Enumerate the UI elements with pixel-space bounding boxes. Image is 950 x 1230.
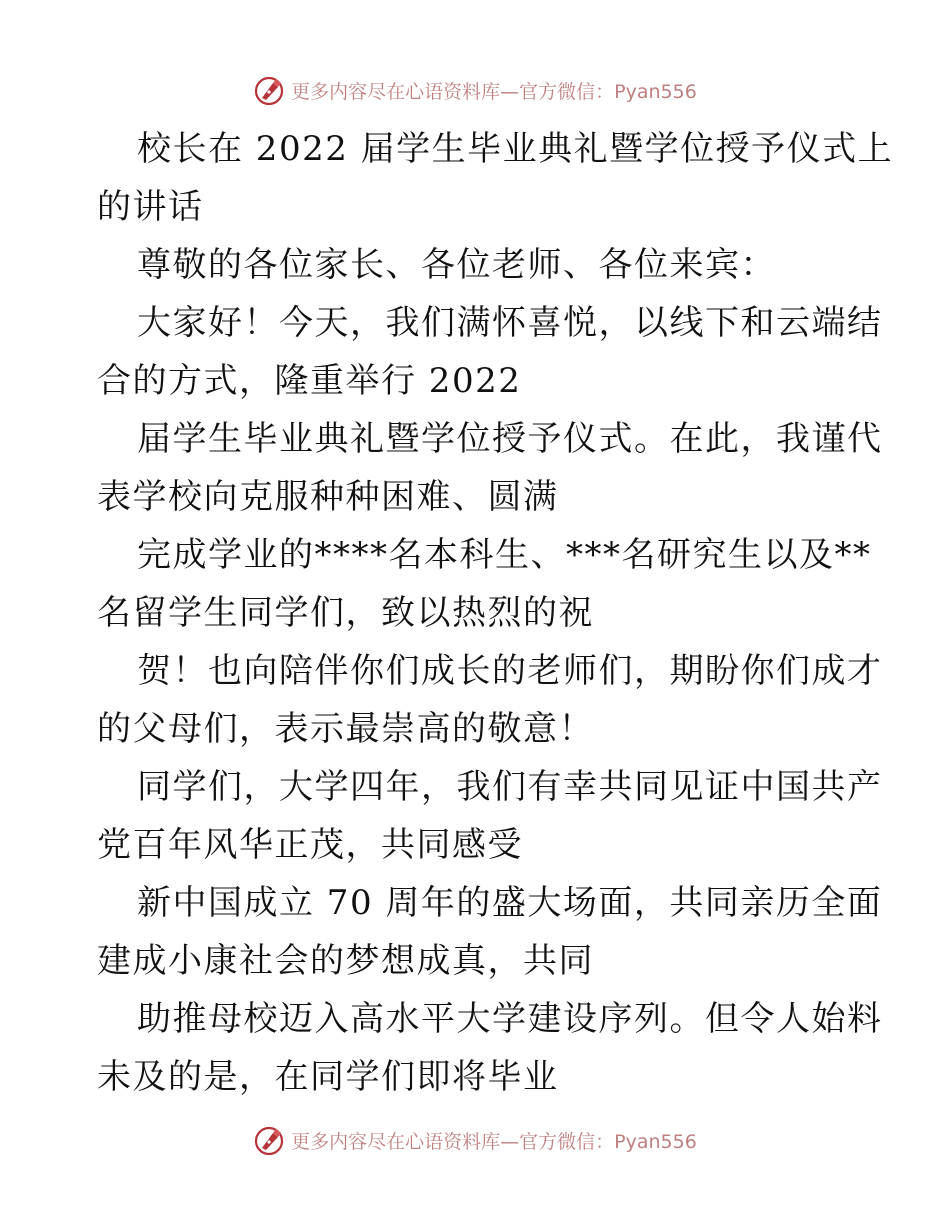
paragraph — [97, 758, 883, 874]
footer-banner-text: 更多内容尽在心语资料库—官方微信：Pyan556 — [291, 1130, 697, 1153]
paragraph-title — [97, 120, 894, 236]
paragraph-line: 的讲话 — [97, 187, 204, 227]
paragraph-line: 党百年风华正茂，共同感受 — [97, 825, 523, 865]
paragraph-line: 贺！也向陪伴你们成长的老师们，期盼你们成才 — [137, 651, 883, 691]
paragraph — [97, 642, 883, 758]
header-banner-text: 更多内容尽在心语资料库—官方微信：Pyan556 — [291, 80, 697, 103]
paragraph — [97, 526, 872, 642]
paragraph — [97, 294, 883, 410]
paragraph-line: 届学生毕业典礼暨学位授予仪式。在此，我谨代 — [137, 419, 883, 459]
footer-banner — [0, 1122, 950, 1158]
paragraph — [97, 874, 883, 990]
header-banner — [0, 72, 950, 108]
paragraph — [97, 410, 883, 526]
paragraph-line: 未及的是，在同学们即将毕业 — [97, 1057, 559, 1097]
paragraph-line: 助推母校迈入高水平大学建设序列。但令人始料 — [137, 999, 883, 1039]
paragraph-line: 尊敬的各位家长、各位老师、各位来宾： — [137, 245, 776, 285]
paragraph-line: 完成学业的****名本科生、***名研究生以及** — [137, 535, 872, 575]
paragraph-line: 名留学生同学们，致以热烈的祝 — [97, 593, 594, 633]
pen-nib-logo-icon — [253, 1124, 285, 1156]
paragraph-line: 新中国成立 70 周年的盛大场面，共同亲历全面 — [137, 883, 883, 923]
paragraph-line: 合的方式，隆重举行 2022 — [97, 361, 522, 401]
paragraph-line: 建成小康社会的梦想成真，共同 — [97, 941, 594, 981]
paragraph — [97, 990, 883, 1106]
paragraph-line: 校长在 2022 届学生毕业典礼暨学位授予仪式上 — [137, 129, 894, 169]
paragraph-line: 表学校向克服种种困难、圆满 — [97, 477, 559, 517]
pen-nib-logo-icon — [253, 74, 285, 106]
document-body — [97, 120, 894, 1106]
paragraph-salutation — [97, 236, 855, 294]
paragraph-line: 大家好！今天，我们满怀喜悦，以线下和云端结 — [137, 303, 883, 343]
paragraph-line: 的父母们，表示最崇高的敬意！ — [97, 709, 594, 749]
paragraph-line: 同学们，大学四年，我们有幸共同见证中国共产 — [137, 767, 883, 807]
